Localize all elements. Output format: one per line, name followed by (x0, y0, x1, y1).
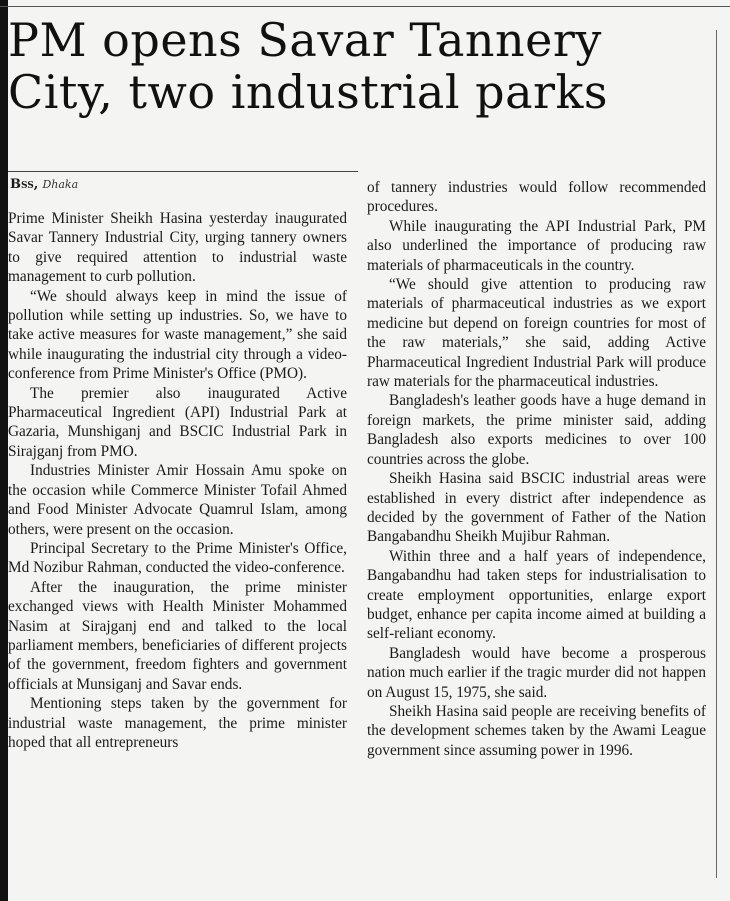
paragraph: Industries Minister Amir Hossain Amu spoke on the occasion while Commerce Minister Tofail Ahmed and Food Minister Advocate Quamrul Islam, among others, were present on the occasion. (8, 462, 347, 538)
paragraph: While inaugurating the API Industrial Park, PM also underlined the importance of producing raw materials of pharmaceuticals in the country. (367, 217, 706, 274)
paragraph: Principal Secretary to the Prime Minister's Office, Md Nozibur Rahman, conducted the video-conference. (8, 539, 347, 577)
paragraph: After the inauguration, the prime minister exchanged views with Health Minister Mohammed Nasim at Sirajganj end and talked to the local parliament members, beneficiaries of different projects of the government, freedom fighters and government officials at Munsiganj and Savar ends. (8, 578, 347, 693)
byline-location: Dhaka (42, 178, 79, 191)
column-divider (716, 30, 717, 878)
paragraph: Mentioning steps taken by the government for industrial waste management, the prime minister hoped that all entrepreneurs (8, 695, 347, 751)
byline (10, 176, 78, 194)
paragraph: Bangladesh would have become a prosperous nation much earlier if the tragic murder did not happen on August 15, 1975, she said. (367, 644, 706, 701)
paragraph: Prime Minister Sheikh Hasina yesterday inaugurated Savar Tannery Industrial City, urging tannery owners to give required attention to industrial waste management to curb pollution. (8, 210, 347, 286)
paragraph: “We should give attention to producing raw materials of pharmaceutical industries as we export medicine but depend on foreign countries for most of the raw materials,” she said, adding Active Pharmaceutical Ingredient Industrial Park will produce raw materials for the pharmaceutical industries. (367, 276, 706, 391)
byline-agency: Bss, (10, 177, 39, 192)
paragraph: Sheikh Hasina said people are receiving benefits of the development schemes taken by the Awami League government since assuming power in 1996. (367, 702, 706, 759)
paragraph: Within three and a half years of independence, Bangabandhu had taken steps for industrialisation to create employment opportunities, enlarge export budget, enhance per capita income aimed at building a self-reliant economy. (367, 547, 706, 643)
article-column-2 (367, 178, 706, 760)
paragraph: Sheikh Hasina said BSCIC industrial areas were established in every district after independence as decided by the government of Father of the Nation Bangabandhu Sheikh Mujibur Rahman. (367, 470, 706, 546)
top-rule (0, 6, 730, 7)
article-column-1 (8, 209, 347, 752)
headline: PM opens Savar Tannery City, two industrial parks (8, 13, 608, 119)
paragraph: “We should always keep in mind the issue of pollution while setting up industries. So, we have to take active measures for waste management,” she said while inaugurating the industrial city through a video-conference from Prime Minister's Office (PMO). (8, 287, 347, 383)
paragraph: The premier also inaugurated Active Pharmaceutical Ingredient (API) Industrial Park at Gazaria, Munshiganj and BSCIC Industrial Park in Sirajganj from PMO. (8, 384, 347, 460)
paragraph: Bangladesh's leather goods have a huge demand in foreign markets, the prime minister said, adding Bangladesh also exports medicines to over 100 countries across the globe. (367, 392, 706, 468)
byline-rule (8, 171, 358, 172)
paragraph: of tannery industries would follow recommended procedures. (367, 179, 706, 216)
page-edge-bar (0, 0, 8, 901)
